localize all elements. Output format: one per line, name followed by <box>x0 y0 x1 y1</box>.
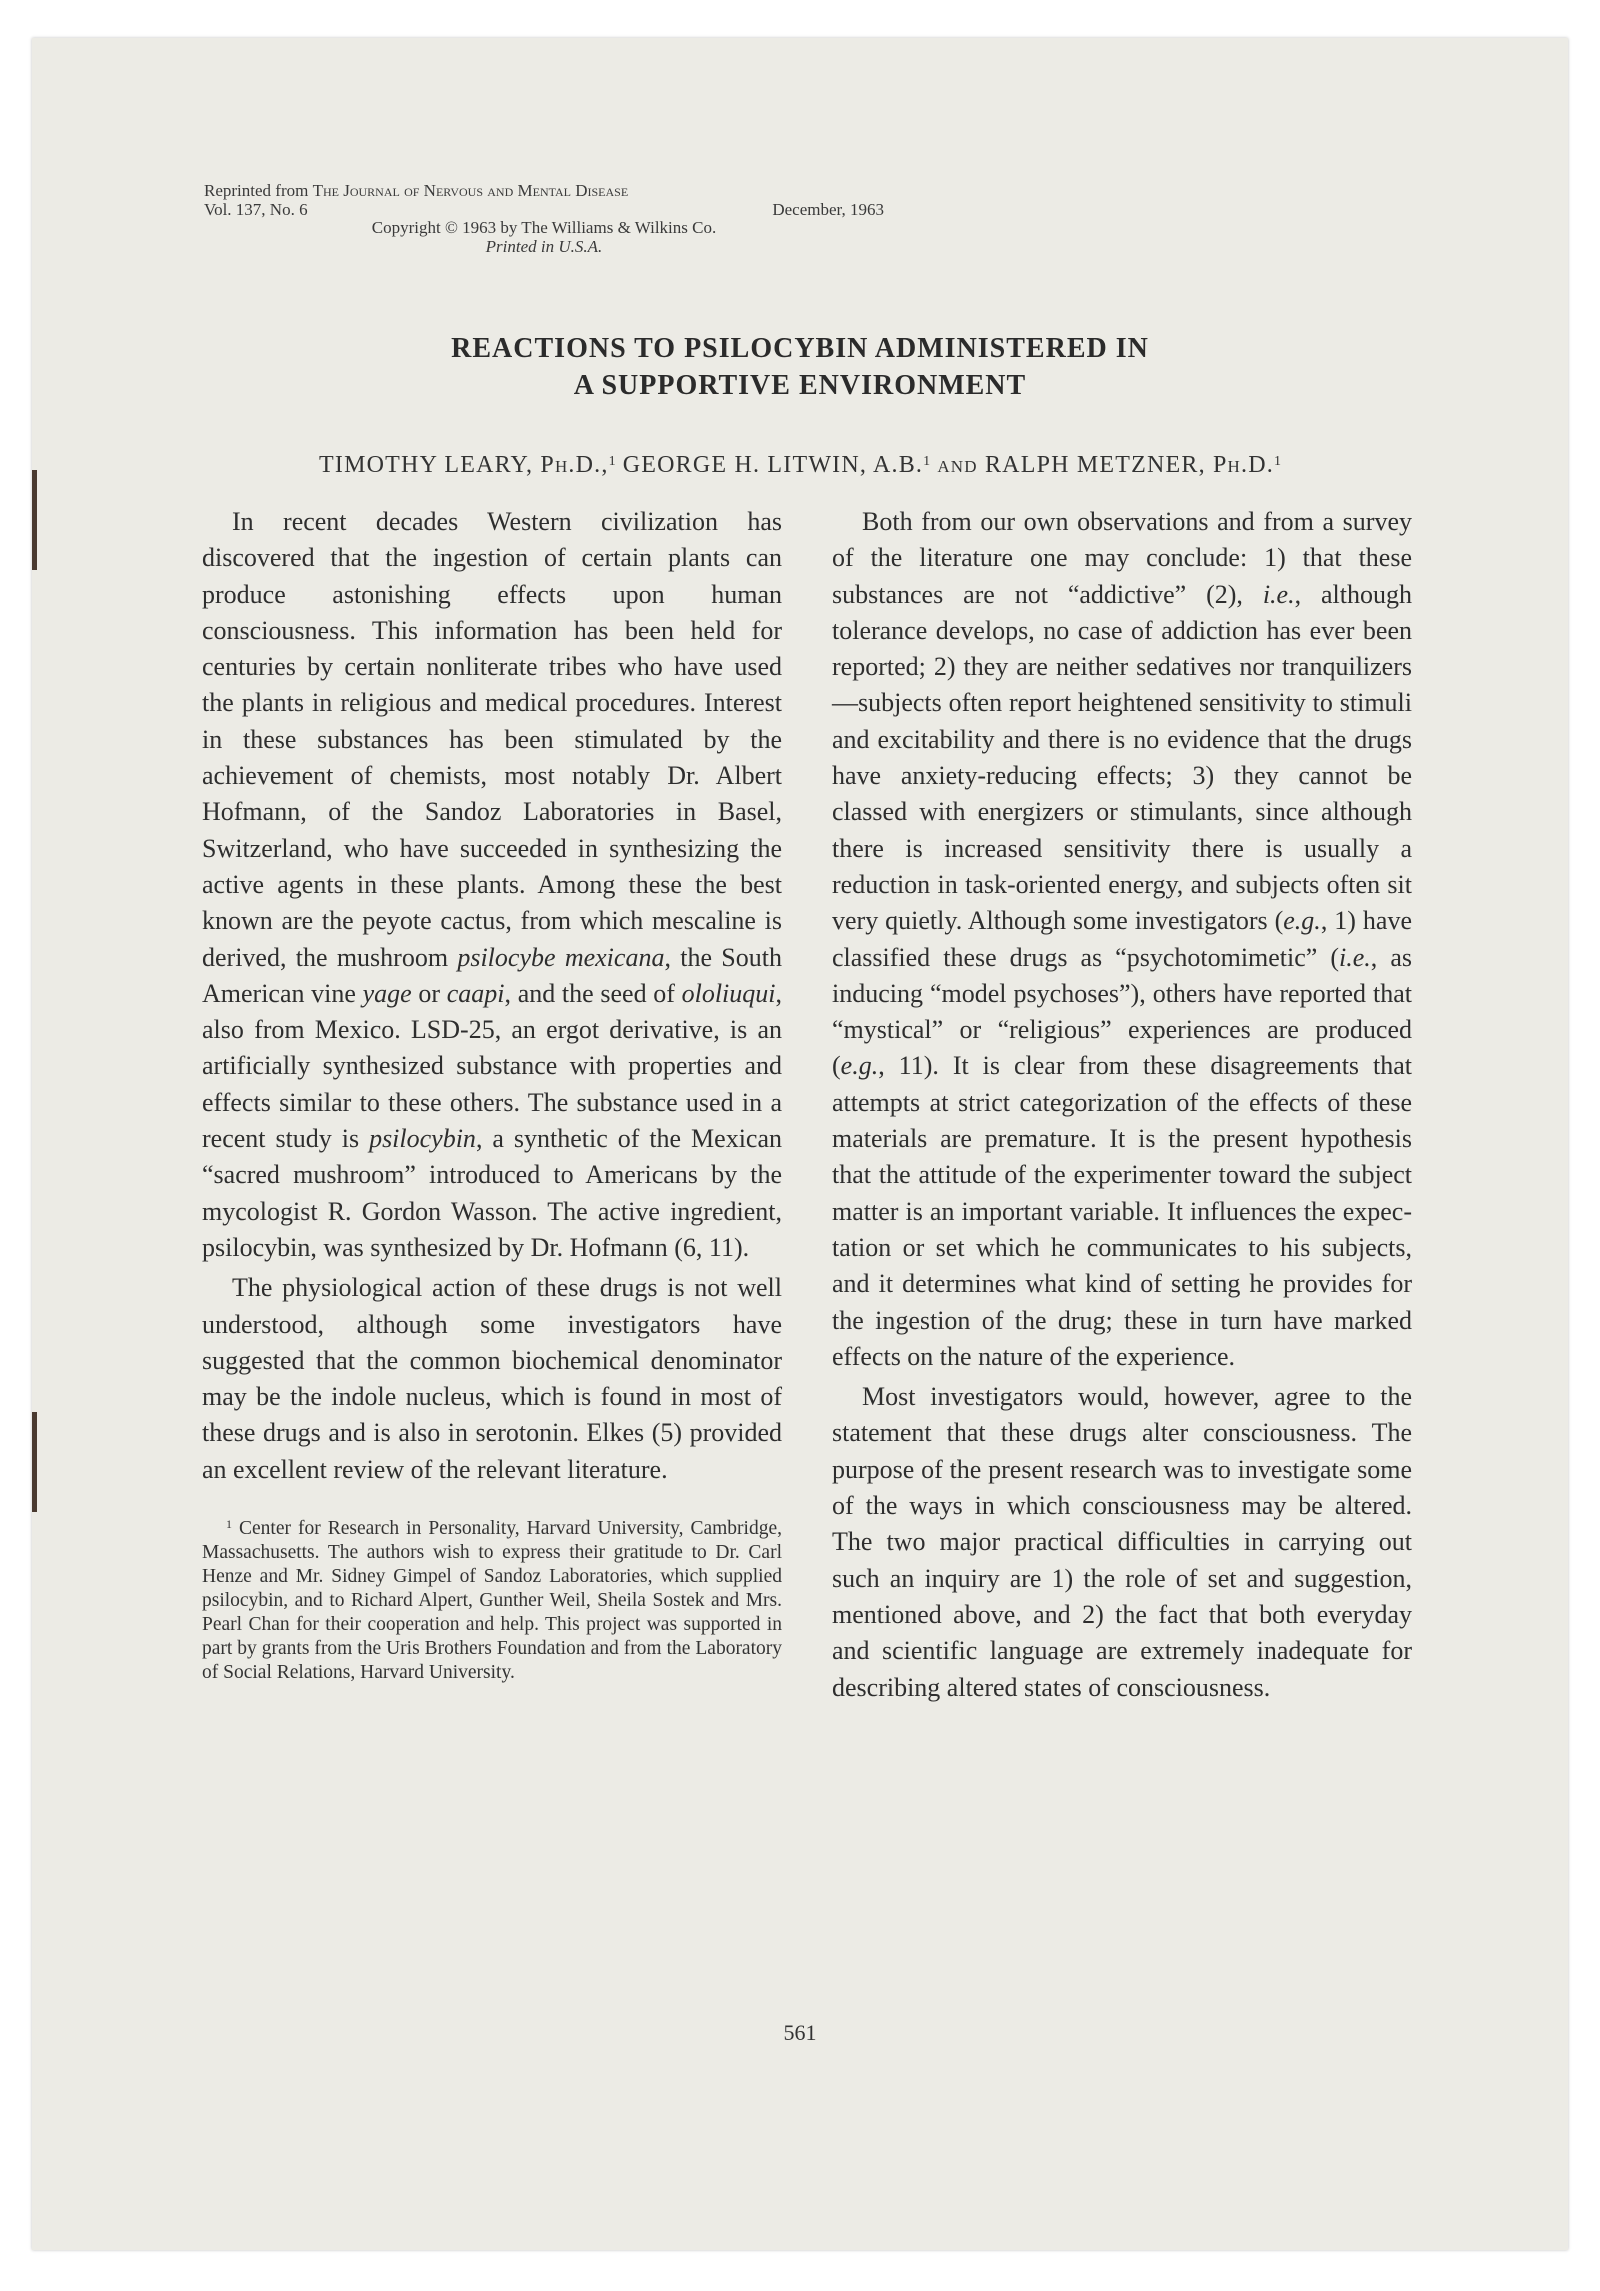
paper-page <box>32 38 1568 2250</box>
printed-line: Printed in U.S.A. <box>485 236 603 256</box>
binding-mark <box>32 470 37 570</box>
volume-date-line <box>204 201 884 220</box>
left-paragraph-2: The physiological action of these drugs is not well understood, although some investigators have suggested that the common biochemical denominator may be the indole nucleus, which is found in most of these drugs and is also in serotonin. Elkes (5) provided an excellent review of the relevant literature. <box>202 1273 782 1484</box>
copyright-line: Copyright © 1963 by The Williams & Wilkins Co. <box>371 218 717 237</box>
left-paragraph-1: In recent decades Western civilization has discovered that the ingestion of certain plants can produce astonishing effects upon human consciousness. This information has been held for centuries by certain nonliterate tribes who have used the plants in religious and medical procedures. Interest in these substances has been stimulated by the achievement of chemists, most notably Dr. Albert Hofmann, of the Sandoz Laboratories in Basel, Switzerland, who have succeeded in synthesizing the active agents in these plants. Among these the best known are the peyote cactus, from which mescaline is derived, the mushroom psilocybe mexicana, the South American vine yage or caapi, and the seed of ololiuqui, also from Mexico. LSD-25, an ergot derivative, is an artificially synthesized substance with properties and effects similar to these others. The substance used in a recent study is psilocybin, a synthetic of the Mexican “sacred mushroom” introduced to Americans by the mycologist R. Gordon Wasson. The active ingredient, psilocybin, was synthesized by Dr. Hofmann (6, 11). <box>202 507 783 1262</box>
issue-date: December, 1963 <box>772 199 884 219</box>
volume: Vol. 137, No. 6 <box>204 199 308 219</box>
footnote: $^1$ Center for Research in Personality, Harvard University, Cambridge, Massachusetts. The authors wish to express their gratitude to Dr. Carl Henze and Mr. Sidney Gimpel of Sandoz Laboratories, which supplied psilocybin, and to Richard Alpert, Gunther Weil, Sheila Sostek and Mrs. Pearl Chan for their cooperation and help. This project was supported in part by grants from the Uris Brothers Foundation and from the Laboratory of Social Relations, Harvard University. <box>202 1517 782 1684</box>
left-column <box>202 504 782 1685</box>
reprint-source-line: Reprinted from The Journal of Nervous and Mental Disease <box>204 181 629 200</box>
right-column <box>832 504 1412 1706</box>
title-line-1: REACTIONS TO PSILOCYBIN ADMINISTERED IN <box>451 333 1149 364</box>
article-title <box>32 330 1568 404</box>
page-number: 561 <box>783 2020 817 2045</box>
journal-name: The Journal of Nervous and Mental Disease <box>312 181 629 200</box>
right-paragraph-1: Both from our own observations and from a survey of the literature one may conclude: 1) that these substances are not “addictive” (2), i.e., although tolerance develops, no case of addiction has ever been reported; 2) they are neither sedatives nor tranquilizers—subjects often report heightened sensitivity to stimuli and excitability and there is no evidence that the drugs have anxiety-reducing effects; 3) they cannot be classed with energizers or stimulants, since although there is increased sensitivity there is usually a reduction in task-oriented energy, and subjects often sit very quietly. Although some investigators (e.g., 1) have classified these drugs as “psychotomimetic” (i.e., as inducing “model psychoses”), others have reported that “mystical” or “religious” experiences are produced (e.g., 11). It is clear from these disagreements that attempts at strict categorization of the effects of these materials are premature. It is the present hypothesis that the attitude of the experimenter toward the subject matter is an important variable. It influences the expectation or set which he communicates to his subjects, and it determines what kind of setting he provides for the ingestion of the drug; these in turn have marked effects on the nature of the experience. <box>832 507 1412 1371</box>
reprint-header <box>204 182 884 256</box>
binding-mark <box>32 1412 37 1512</box>
title-line-2: A SUPPORTIVE ENVIRONMENT <box>573 370 1027 401</box>
author-line: TIMOTHY LEARY, Ph.D.,$^1$ GEORGE H. LITWIN, A.B.$^1$ and RALPH METZNER, Ph.D.$^1$ <box>319 452 1281 478</box>
right-paragraph-2: Most investigators would, however, agree to the statement that these drugs alter consciousness. The purpose of the present research was to investigate some of the ways in which consciousness may be altered. The two major practical difficulties in carrying out such an inquiry are 1) the role of set and suggestion, mentioned above, and 2) the fact that both everyday and scientific language are extremely inadequate for describing altered states of consciousness. <box>832 1382 1412 1702</box>
